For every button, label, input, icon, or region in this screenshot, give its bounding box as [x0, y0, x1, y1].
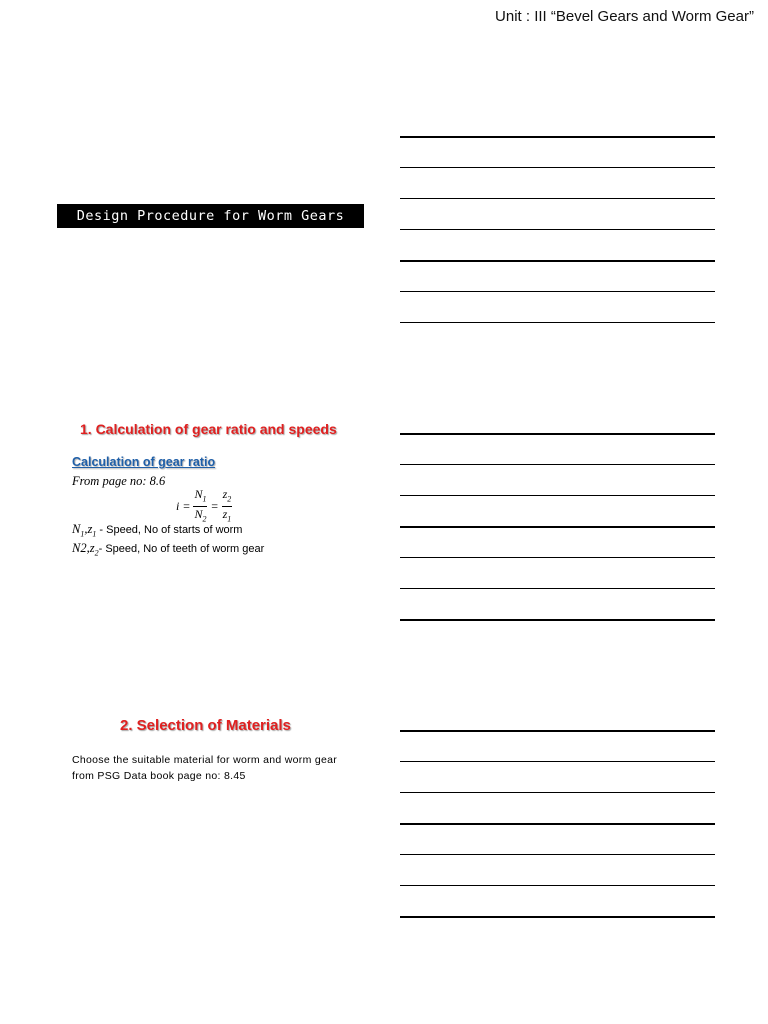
note-line — [400, 229, 715, 230]
note-line — [400, 761, 715, 762]
page-header: Unit : III “Bevel Gears and Worm Gear” — [495, 8, 754, 25]
section-heading-materials: 2. Selection of Materials — [120, 717, 291, 734]
note-line — [400, 136, 715, 138]
speed-fraction — [193, 488, 207, 526]
definition-worm: $N_1,z_1$ - Speed, No of starts of worm — [72, 522, 243, 539]
speed-denominator: $N_2$ — [194, 507, 207, 524]
definition-worm-gear: $N2,z_2-$ Speed, No of teeth of worm gear — [72, 541, 265, 558]
speed-numerator: $N_1$ — [193, 488, 207, 507]
teeth-numerator: $z_2$ — [222, 488, 233, 507]
materials-paragraph: Choose the suitable material for worm and worm gear from PSG Data book page no: 8.45 — [72, 754, 338, 782]
note-line — [400, 526, 715, 528]
note-line — [400, 495, 715, 496]
equals-sign: = — [182, 499, 191, 514]
note-line — [400, 854, 715, 855]
note-line — [400, 260, 715, 262]
note-line — [400, 557, 715, 558]
equals-sign: = — [210, 499, 219, 514]
note-line — [400, 916, 715, 918]
note-line — [400, 730, 715, 732]
note-line — [400, 291, 715, 292]
note-line — [400, 823, 715, 825]
note-line — [400, 619, 715, 621]
teeth-fraction — [222, 488, 233, 526]
page-reference: From page no: 8.6 — [72, 474, 166, 488]
note-line — [400, 885, 715, 886]
subheading-gear-ratio: Calculation of gear ratio — [72, 455, 216, 469]
note-line — [400, 198, 715, 199]
gear-ratio-formula — [176, 488, 232, 526]
note-line — [400, 433, 715, 435]
section-heading-gear-ratio: 1. Calculation of gear ratio and speeds — [80, 421, 337, 437]
note-line — [400, 792, 715, 793]
note-line — [400, 588, 715, 589]
formula-lhs: i — [176, 499, 180, 514]
note-line — [400, 464, 715, 465]
teeth-denominator: $z_1$ — [222, 507, 232, 524]
slide-title: Design Procedure for Worm Gears — [57, 204, 364, 228]
note-line — [400, 167, 715, 168]
note-line — [400, 322, 715, 323]
